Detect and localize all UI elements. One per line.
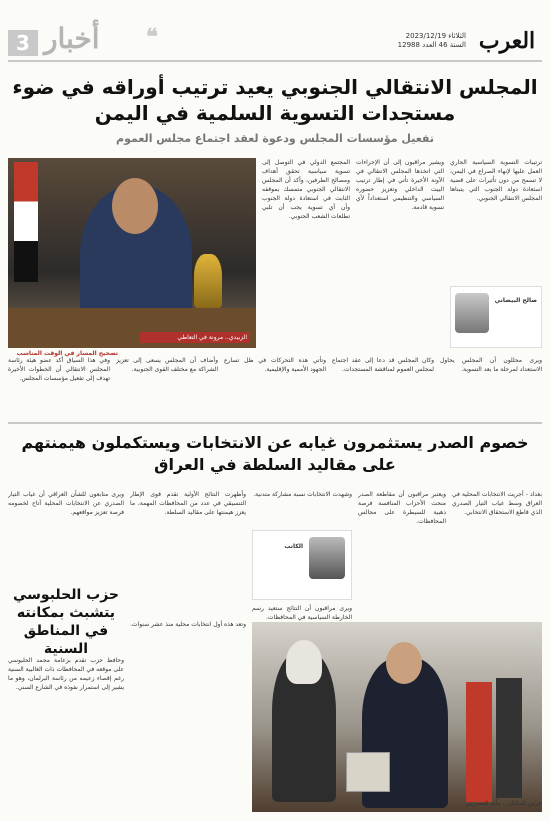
head-shape bbox=[286, 640, 322, 684]
newspaper-logo: العرب bbox=[478, 28, 536, 54]
article2-author: الكاتب bbox=[284, 543, 303, 550]
article1-lower-column-1: وفي هذا السياق أكد عضو هيئة رئاسة المجلس الانتقالي أن الخطوات الأخيرة تهدف إلى تفعيل مؤسسات المجلس. bbox=[8, 357, 110, 382]
issue-date: الثلاثاء 2023/12/19 bbox=[405, 32, 466, 40]
issue-info bbox=[396, 32, 466, 50]
article2-column-5: بغداد - أجريت الانتخابات المحلية في العراق وسط غياب التيار الصدري الذي قاطع الاستحقاق الانتخابي. bbox=[452, 491, 542, 516]
article2-photo-caption: عرس للمالكي.. مأتم للصدريين bbox=[465, 800, 542, 807]
ballot-box-shape bbox=[346, 752, 390, 792]
article1-column-3: ترتيبات التسوية السياسية الجاري العمل عليها لإنهاء الصراع في اليمن، لا تسمح من دون تأثيرات على قضية استعادة دولة الجنوب التي يتبناها المجلس الانتقالي الجنوبي. bbox=[450, 159, 542, 202]
article2-photo bbox=[252, 622, 542, 812]
article1-lower-column-5: ويرى محللون أن المجلس يحاول الاستعداد لمرحلة ما بعد التسوية. bbox=[440, 357, 542, 373]
issue-number: السنة 46 العدد 12988 bbox=[397, 41, 466, 49]
trophy-shape bbox=[194, 254, 222, 308]
person-shape bbox=[496, 678, 522, 798]
article2-column-4: ويعتبر مراقبون أن مقاطعة الصدر منحت الأحزاب المنافسة فرصة ذهبية للسيطرة على مجالس المحافظات. bbox=[358, 491, 446, 525]
article1-lower-column-2: وأضاف أن المجلس يسعى إلى تعزيز الشراكة مع مختلف القوى الجنوبية. bbox=[116, 357, 218, 373]
section-number: 3 bbox=[8, 30, 38, 56]
article1-lower-column-3: وتأتي هذه التحركات في ظل تسارع الجهود الأممية والإقليمية. bbox=[224, 357, 326, 373]
article2-column-7: ويرى مراقبون أن النتائج ستعيد رسم الخارطة السياسية في المحافظات. bbox=[252, 605, 352, 621]
article1-column-2: ويشير مراقبون إلى أن الإجراءات التي اتخذها المجلس الانتقالي في الآونة الأخيرة تأتي في إطار ترتيب البيت الداخلي وتعزيز حضوره السياسي والتنظيمي استعداداً لأي تسوية قادمة. bbox=[356, 159, 444, 211]
quote-icon: ❝ bbox=[146, 24, 158, 50]
head-shape bbox=[386, 642, 422, 684]
author-avatar bbox=[455, 293, 489, 333]
article2-author-box bbox=[252, 530, 352, 600]
person-shape bbox=[466, 682, 492, 802]
article1-subheadline: تفعيل مؤسسات المجلس ودعوة لعقد اجتماع مجلس العموم bbox=[116, 132, 434, 145]
article2-column-6: وتعد هذه أول انتخابات محلية منذ عشر سنوات. bbox=[130, 621, 246, 628]
flag-shape bbox=[14, 162, 38, 282]
section-divider bbox=[8, 422, 542, 424]
article1-column-1: المجتمع الدولي في التوصل إلى تسوية سياسية تحقق أهداف ومصالح الطرفين، وأكد أن المجلس الانتقالي الجنوبي متمسك بموقفه الثابت في استعادة دولة الجنوب وأن أي تسوية يجب أن تلبي تطلعات الشعب الجنوبي. bbox=[262, 159, 350, 220]
article2-headline: خصوم الصدر يستثمرون غيابه عن الانتخابات ويستكملون هيمنتهم على مقاليد السلطة في العراق bbox=[21, 433, 529, 474]
article1-red-caption: تصحيح المسار في الوقت المناسب bbox=[16, 350, 118, 357]
face-shape bbox=[112, 178, 158, 234]
author-avatar bbox=[309, 537, 345, 579]
article1-author: صالح البيضاني bbox=[494, 297, 537, 304]
side-article-body: وحافظ حزب تقدم بزعامة محمد الحلبوسي على موقعه في المحافظات ذات الغالبية السنية رغم إقصاء زعيمه من رئاسة البرلمان، وهو ما يشير إلى استمرار نفوذه في الشارع السني. bbox=[8, 657, 124, 691]
page-header bbox=[8, 12, 542, 62]
article1-photo bbox=[8, 158, 256, 348]
side-article-headline: حزب الحلبوسي يتشبث بمكانته في المناطق السنية bbox=[12, 587, 120, 657]
article2-column-1: ويرى متابعون للشأن العراقي أن غياب التيار الصدري عن الانتخابات المحلية أتاح لخصومه فرصة تعزيز مواقعهم. bbox=[8, 491, 124, 516]
article1-lower-column-4: وكان المجلس قد دعا إلى عقد اجتماع لمجلس العموم لمناقشة المستجدات. bbox=[332, 357, 434, 373]
article2-column-3: وشهدت الانتخابات نسبة مشاركة متدنية. bbox=[253, 491, 352, 498]
side-article-title-box bbox=[8, 582, 124, 657]
article1-headline: المجلس الانتقالي الجنوبي يعيد ترتيب أوراقه في ضوء مستجدات التسوية السلمية في اليمن bbox=[12, 75, 538, 125]
article1-photo-caption: الزبيدي.. مرونة في التعاطي bbox=[140, 332, 250, 343]
article2-column-2: وأظهرت النتائج الأولية تقدم قوى الإطار التنسيقي في عدد من المحافظات المهمة، ما يعزز هيمنتها على مقاليد السلطة. bbox=[130, 491, 246, 516]
section-name: أخبار bbox=[44, 22, 100, 55]
article1-author-box bbox=[450, 286, 542, 348]
